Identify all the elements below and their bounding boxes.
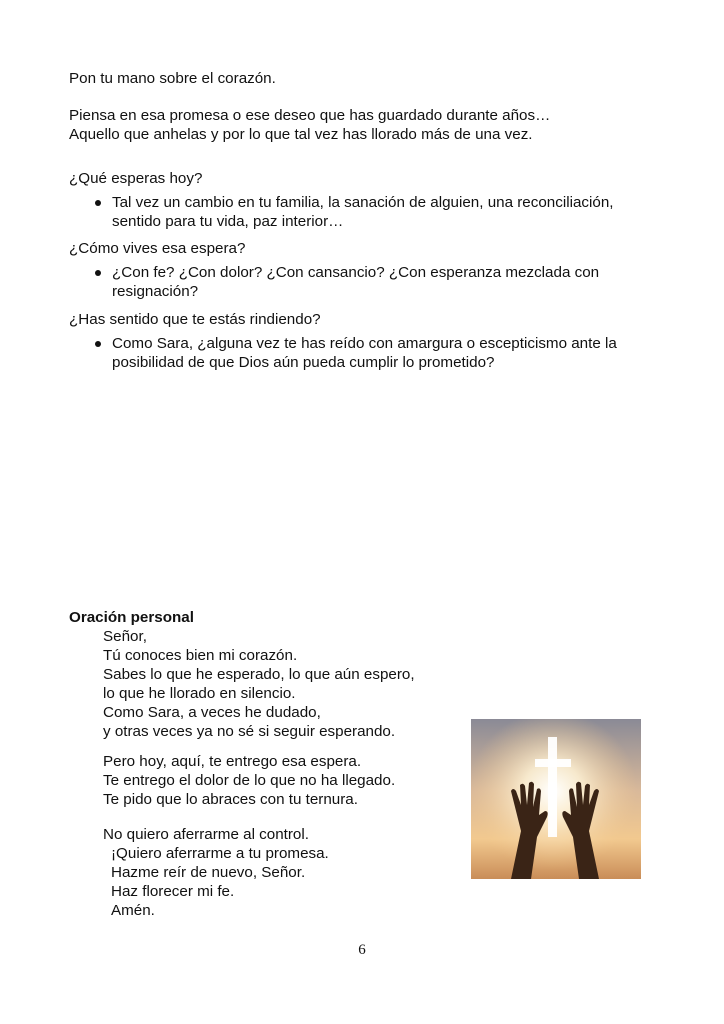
- list-item-line: resignación?: [112, 283, 199, 300]
- list-item-line: sentido para tu vida, paz interior…: [112, 213, 344, 230]
- intro-paragraph: [69, 106, 550, 144]
- question-2: ¿Cómo vives esa espera?: [69, 240, 246, 257]
- page-number: 6: [358, 942, 366, 958]
- question-2-list: [0, 263, 599, 301]
- list-item: [0, 193, 613, 231]
- intro-line-3: Aquello que anhelas y por lo que tal vez has llorado más de una vez.: [69, 126, 533, 143]
- prayer-line: Hazme reír de nuevo, Señor.: [111, 864, 306, 881]
- intro-line-1: Pon tu mano sobre el corazón.: [69, 70, 276, 87]
- prayer-line: Sabes lo que he esperado, lo que aún espero,: [103, 666, 415, 683]
- question-1: ¿Qué esperas hoy?: [69, 170, 203, 187]
- prayer-line: No quiero aferrarme al control.: [103, 826, 309, 843]
- list-item-line: Como Sara, ¿alguna vez te has reído con amargura o escepticismo ante la: [112, 335, 617, 352]
- prayer-line: ¡Quiero aferrarme a tu promesa.: [111, 845, 329, 862]
- list-item-line: posibilidad de que Dios aún pueda cumplir lo prometido?: [112, 354, 495, 371]
- prayer-line: lo que he llorado en silencio.: [103, 685, 296, 702]
- list-item-line: Tal vez un cambio en tu familia, la sanación de alguien, una reconciliación,: [112, 194, 614, 211]
- list-item: [0, 263, 599, 301]
- prayer-line: Amén.: [111, 902, 155, 919]
- prayer-line: Como Sara, a veces he dudado,: [103, 704, 321, 721]
- cross-with-raised-hands-image: [471, 719, 641, 879]
- prayer-line: Te pido que lo abraces con tu ternura.: [103, 791, 358, 808]
- prayer-stanza-1: [103, 627, 415, 741]
- prayer-line: Haz florecer mi fe.: [111, 883, 235, 900]
- intro-line-2: Piensa en esa promesa o ese deseo que has guardado durante años…: [69, 107, 551, 124]
- prayer-line: y otras veces ya no sé si seguir esperando.: [103, 723, 396, 740]
- prayer-stanza-2: [103, 752, 395, 809]
- prayer-line: Señor,: [103, 628, 147, 645]
- prayer-line: Pero hoy, aquí, te entrego esa espera.: [103, 753, 362, 770]
- prayer-stanza-3: [103, 825, 329, 920]
- prayer-title: Oración personal: [69, 609, 194, 626]
- list-item-line: ¿Con fe? ¿Con dolor? ¿Con cansancio? ¿Con esperanza mezclada con: [112, 264, 600, 281]
- question-3: ¿Has sentido que te estás rindiendo?: [69, 311, 321, 328]
- list-item: [0, 334, 617, 372]
- question-3-list: [0, 334, 617, 372]
- prayer-line: Tú conoces bien mi corazón.: [103, 647, 298, 664]
- question-1-list: [0, 193, 613, 231]
- prayer-line: Te entrego el dolor de lo que no ha llegado.: [103, 772, 396, 789]
